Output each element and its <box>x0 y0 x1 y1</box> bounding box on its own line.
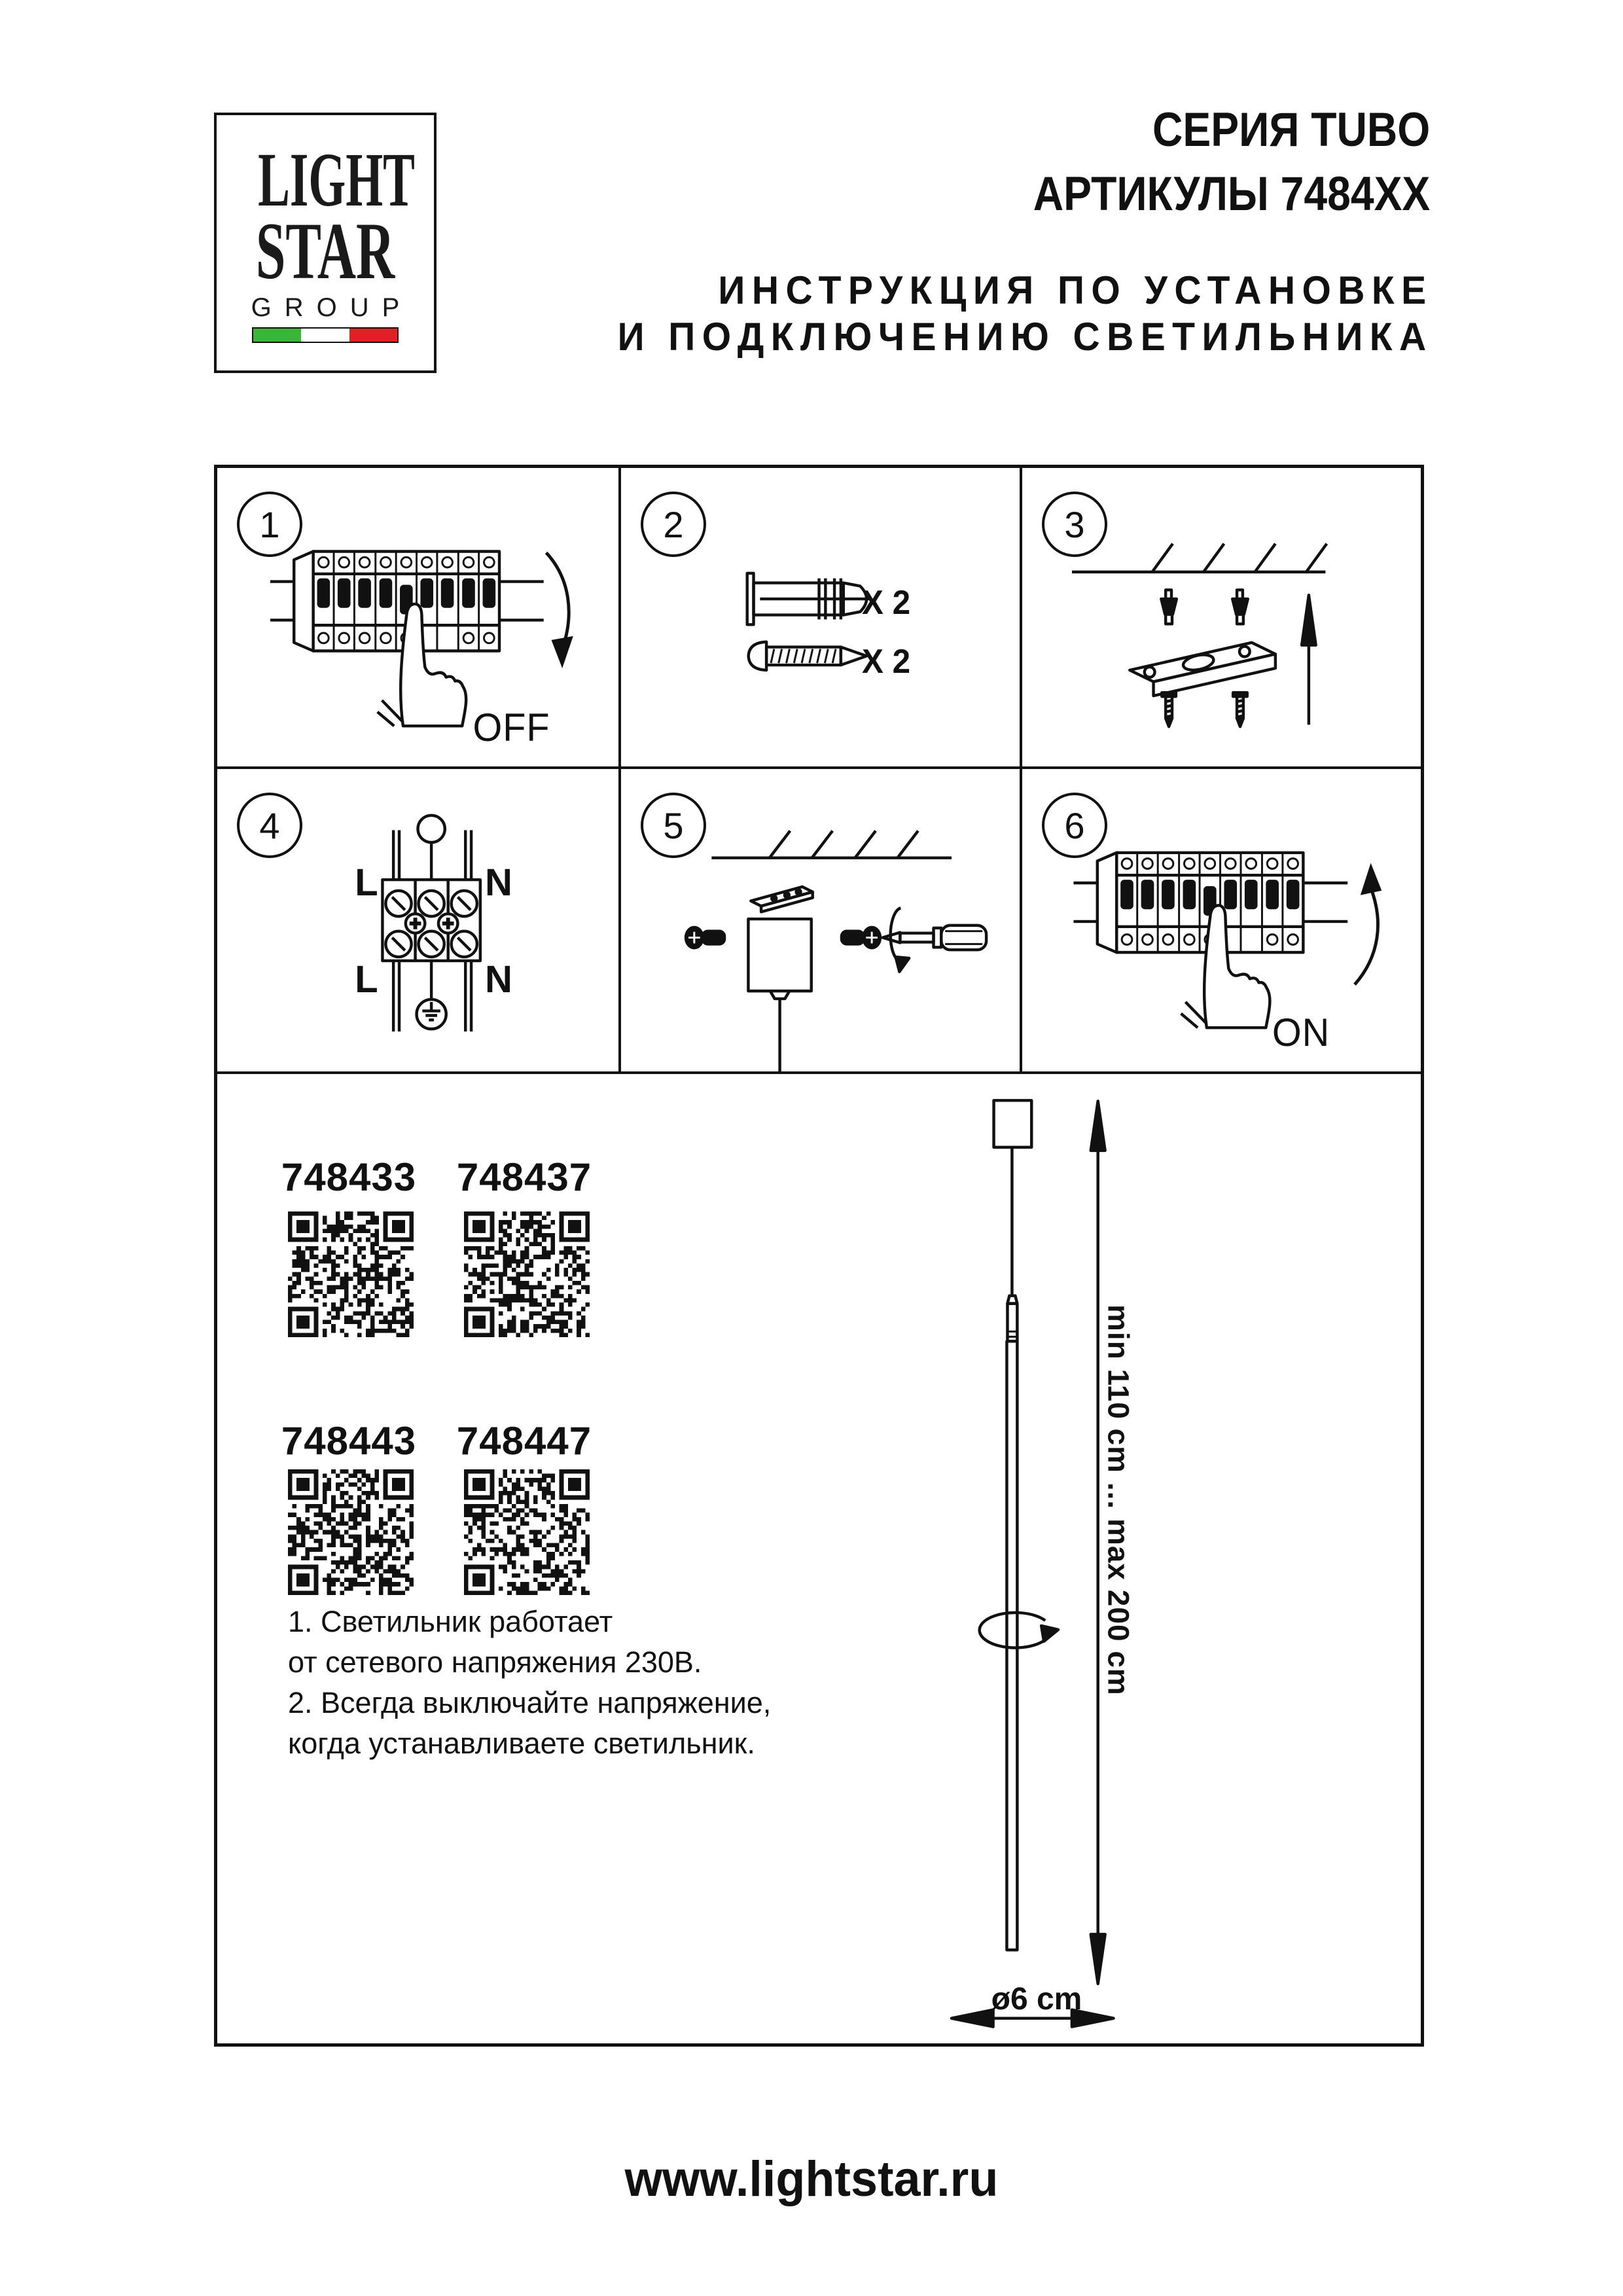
note-line: 1. Светильник работает <box>288 1605 613 1638</box>
step-3-panel <box>1020 468 1421 766</box>
line-label-top: L <box>355 861 378 904</box>
step-1-panel <box>217 468 618 766</box>
instruction-title <box>618 267 1433 360</box>
flag-green-segment <box>253 329 301 342</box>
step-number-badge: 2 <box>641 492 706 557</box>
step-number-badge: 3 <box>1042 492 1107 557</box>
note-line: 2. Всегда выключайте напряжение, <box>288 1686 772 1719</box>
step-5-panel <box>618 766 1020 1071</box>
article-code: 748437 <box>456 1155 592 1199</box>
series-title: СЕРИЯ TUBO <box>1152 103 1430 156</box>
product-and-dimensions-panel <box>217 1071 1421 2043</box>
step-4-panel <box>217 766 618 1071</box>
neutral-label-bottom: N <box>485 958 512 1001</box>
article-code: 748447 <box>456 1419 592 1463</box>
neutral-label-top: N <box>485 861 512 904</box>
height-dimension-label: min 110 cm ... max 200 cm <box>1101 1304 1135 1696</box>
instruction-title-line1: ИНСТРУКЦИЯ ПО УСТАНОВКЕ <box>718 268 1433 312</box>
step-6-panel <box>1020 766 1421 1071</box>
step-number-badge: 4 <box>237 793 302 858</box>
pendant-lamp-dimension-drawing <box>217 1074 1421 2043</box>
website-url: www.lightstar.ru <box>624 2151 999 2207</box>
logo-word-group: GROUP <box>251 293 413 322</box>
header-series-block <box>1033 98 1430 226</box>
instruction-title-line2: И ПОДКЛЮЧЕНИЮ СВЕТИЛЬНИКА <box>617 315 1433 359</box>
note-line: когда устанавливаете светильник. <box>288 1727 755 1760</box>
screw-quantity-label: X 2 <box>861 643 911 681</box>
on-label: ON <box>1272 1011 1330 1054</box>
article-code: 748443 <box>281 1419 417 1463</box>
flag-red-segment <box>349 329 397 342</box>
article-code: 748433 <box>281 1155 417 1199</box>
logo-word-light: LIGHT <box>258 137 415 223</box>
step-2-panel <box>618 468 1020 766</box>
step-number-badge: 1 <box>237 492 302 557</box>
off-label: OFF <box>473 706 550 749</box>
articles-title: АРТИКУЛЫ 7484XX <box>1033 168 1430 221</box>
logo-word-star: STAR <box>255 206 395 296</box>
italian-flag-bar <box>252 327 399 343</box>
instruction-steps-grid <box>214 465 1424 2047</box>
diameter-dimension-label: ø6 cm <box>991 1982 1082 2017</box>
line-label-bottom: L <box>355 958 378 1001</box>
flag-white-segment <box>301 329 349 342</box>
step-number-badge: 5 <box>641 793 706 858</box>
step-number-badge: 6 <box>1042 793 1107 858</box>
lightstar-logo <box>214 113 437 373</box>
note-line: от сетевого напряжения 230В. <box>288 1645 702 1679</box>
anchor-quantity-label: X 2 <box>861 584 911 622</box>
